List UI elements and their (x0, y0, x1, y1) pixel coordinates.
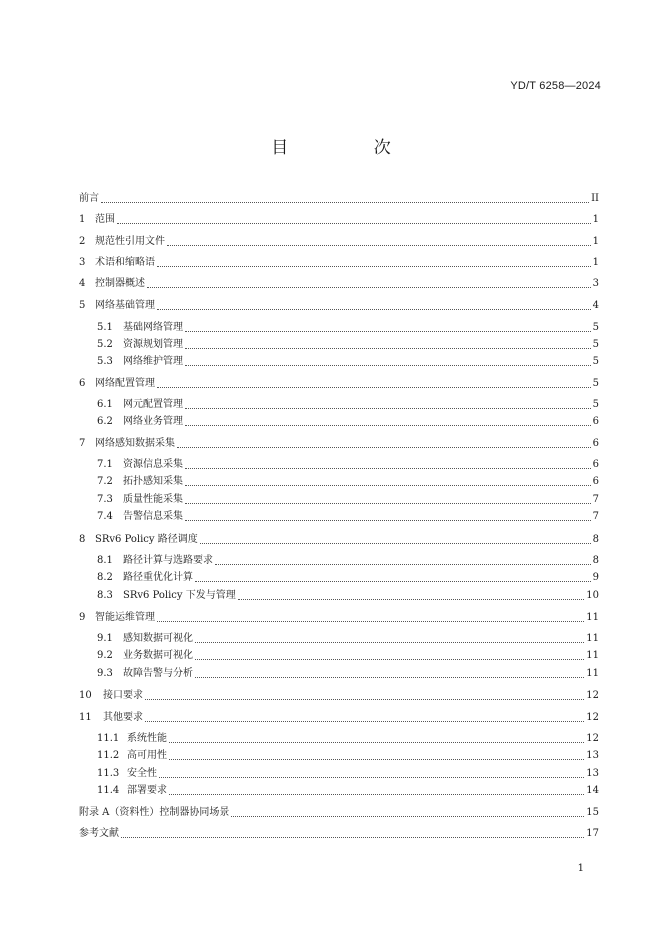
toc-leader-dots (169, 741, 584, 743)
toc-entry[interactable] (97, 353, 599, 369)
toc-leader-dots (157, 265, 591, 267)
toc-entry-title: 网络基础管理 (95, 300, 155, 311)
toc-entry-number: 11 (79, 712, 92, 723)
toc-leader-dots (145, 698, 584, 700)
toc-entry-title: 部署要求 (127, 785, 167, 796)
toc-entry-number: 7.3 (97, 494, 113, 505)
toc-entry-title: 智能运维管理 (95, 612, 155, 623)
toc-leader-dots (238, 598, 585, 600)
toc-entry[interactable] (97, 630, 599, 646)
toc-leader-dots (195, 641, 584, 643)
toc-entry-page: 5 (592, 356, 599, 367)
toc-entry[interactable] (97, 319, 599, 335)
toc-entry-number: 5.1 (97, 322, 113, 333)
toc-entry-page: 5 (592, 339, 599, 350)
toc-entry-number: 2 (79, 236, 86, 247)
toc-entry-number: 9 (79, 612, 86, 623)
toc-entry-page: 4 (592, 300, 599, 311)
toc-entry-page: 15 (586, 807, 599, 818)
toc-entry-page: 6 (592, 438, 599, 449)
toc-entry-page: 1 (592, 214, 599, 225)
toc-entry[interactable] (79, 375, 599, 391)
toc-entry-page: 9 (592, 572, 599, 583)
toc-entry-page: 11 (586, 633, 599, 644)
toc-entry-number: 6.1 (97, 399, 113, 410)
toc-leader-dots (195, 658, 584, 660)
toc-entry[interactable] (97, 730, 599, 746)
toc-leader-dots (215, 563, 591, 565)
toc-entry-number: 6.2 (97, 416, 113, 427)
toc-leader-dots (185, 502, 591, 504)
toc-entry-title: 网络业务管理 (123, 416, 183, 427)
toc-entry-number: 10 (79, 690, 92, 701)
toc-entry-title: 网络维护管理 (123, 356, 183, 367)
toc-entry-number: 8.2 (97, 572, 113, 583)
toc-entry[interactable] (97, 782, 599, 798)
toc-entry-number: 11.4 (97, 785, 120, 796)
toc-entry-title: 网络配置管理 (95, 378, 155, 389)
toc-entry-title: 业务数据可视化 (123, 650, 193, 661)
toc-entry-page: 17 (586, 828, 599, 839)
toc-entry-page: 11 (586, 668, 599, 679)
toc-entry[interactable] (79, 435, 599, 451)
toc-entry[interactable] (79, 297, 599, 313)
toc-entry-page: 11 (586, 612, 599, 623)
toc-entry-number: 7.2 (97, 476, 113, 487)
toc-entry-page: 3 (592, 278, 599, 289)
toc-entry[interactable] (97, 413, 599, 429)
toc-entry-number: 11.1 (97, 733, 120, 744)
toc-entry-number: 9.2 (97, 650, 113, 661)
toc-entry-title: 质量性能采集 (123, 494, 183, 505)
toc-entry-page: 6 (592, 459, 599, 470)
toc-leader-dots (167, 244, 591, 246)
toc-entry-title: SRv6 Policy 下发与管理 (123, 590, 236, 601)
toc-entry-number: 7.4 (97, 511, 113, 522)
toc-leader-dots (147, 286, 591, 288)
toc-entry-page: 7 (592, 494, 599, 505)
toc-leader-dots (177, 446, 591, 448)
toc-entry-title: 感知数据可视化 (123, 633, 193, 644)
toc-entry[interactable] (79, 709, 599, 725)
toc-entry[interactable] (79, 609, 599, 625)
toc-entry-number: 9.3 (97, 668, 113, 679)
toc-entry[interactable] (97, 552, 599, 568)
toc-entry-page: 10 (586, 590, 599, 601)
toc-leader-dots (185, 330, 591, 332)
toc-entry-title: 拓扑感知采集 (123, 476, 183, 487)
toc-entry-title: 安全性 (127, 768, 157, 779)
toc-entry-page: 13 (586, 750, 599, 761)
toc-entry-number: 5 (79, 300, 86, 311)
toc-entry-title: 控制器概述 (95, 278, 145, 289)
toc-entry-page: 12 (586, 690, 599, 701)
toc-leader-dots (195, 580, 591, 582)
toc-entry[interactable] (97, 569, 599, 585)
toc-entry[interactable] (79, 190, 599, 206)
toc-entry-number: 9.1 (97, 633, 113, 644)
toc-leader-dots (159, 776, 584, 778)
toc-entry-page: 6 (592, 416, 599, 427)
toc-entry-page: 1 (592, 236, 599, 247)
toc-entry-title: SRv6 Policy 路径调度 (95, 534, 198, 545)
toc-entry[interactable] (79, 531, 599, 547)
toc-entry-title: 前言 (79, 193, 99, 204)
toc-leader-dots (185, 519, 591, 521)
toc-entry-number: 1 (79, 214, 86, 225)
toc-entry[interactable] (97, 665, 599, 681)
toc-entry-number: 8.3 (97, 590, 113, 601)
toc-entry-title: 资源规划管理 (123, 339, 183, 350)
toc-entry-page: 7 (592, 511, 599, 522)
toc-entry-page: 12 (586, 733, 599, 744)
toc-entry-title: 网元配置管理 (123, 399, 183, 410)
toc-entry-page: 5 (592, 322, 599, 333)
toc-entry-title: 路径计算与选路要求 (123, 555, 213, 566)
page-title: 目 次 (271, 138, 431, 158)
toc-entry[interactable] (97, 747, 599, 763)
toc-entry-number: 3 (79, 257, 86, 268)
toc-entry[interactable] (79, 254, 599, 270)
toc-entry-page: 13 (586, 768, 599, 779)
toc-leader-dots (185, 484, 591, 486)
toc-leader-dots (185, 467, 591, 469)
toc-entry[interactable] (79, 687, 599, 703)
toc-leader-dots (185, 424, 591, 426)
toc-entry-title: 告警信息采集 (123, 511, 183, 522)
toc-leader-dots (185, 407, 591, 409)
toc-entry-page: 11 (586, 650, 599, 661)
toc-entry-number: 6 (79, 378, 86, 389)
toc-entry[interactable] (97, 491, 599, 507)
toc-entry-number: 7.1 (97, 459, 113, 470)
toc-leader-dots (185, 347, 591, 349)
toc-entry[interactable] (97, 336, 599, 352)
toc-entry-page: 6 (592, 476, 599, 487)
toc-leader-dots (117, 222, 591, 224)
toc-entry-number: 5.2 (97, 339, 113, 350)
toc-leader-dots (169, 758, 584, 760)
toc-entry-title: 基础网络管理 (123, 322, 183, 333)
toc-entry[interactable] (79, 275, 599, 291)
toc-entry-number: 5.3 (97, 356, 113, 367)
toc-entry[interactable] (79, 233, 599, 249)
toc-entry-title: 故障告警与分析 (123, 668, 193, 679)
toc-entry-page: 8 (592, 555, 599, 566)
toc-entry-number: 11.2 (97, 750, 120, 761)
toc-entry-title: 资源信息采集 (123, 459, 183, 470)
toc-leader-dots (200, 542, 591, 544)
toc-leader-dots (157, 620, 584, 622)
toc-entry-title: 路径重优化计算 (123, 572, 193, 583)
toc-entry-title: 术语和缩略语 (95, 257, 155, 268)
toc-entry[interactable] (79, 825, 599, 841)
toc-entry-page: 5 (592, 399, 599, 410)
toc-entry-number: 7 (79, 438, 86, 449)
toc-entry-page: 5 (592, 378, 599, 389)
toc-entry-number: 11.3 (97, 768, 120, 779)
toc-leader-dots (145, 720, 584, 722)
toc-entry[interactable] (97, 456, 599, 472)
toc-entry-title: 高可用性 (127, 750, 167, 761)
toc-entry-page: 8 (592, 534, 599, 545)
toc-leader-dots (157, 386, 591, 388)
toc-leader-dots (231, 815, 584, 817)
document-code: YD/T 6258—2024 (510, 80, 601, 92)
toc-entry-title: 范围 (95, 214, 115, 225)
toc-leader-dots (185, 364, 591, 366)
toc-leader-dots (195, 676, 584, 678)
toc-entry-title: 网络感知数据采集 (95, 438, 175, 449)
toc-entry-page: 14 (586, 785, 599, 796)
toc-entry-title: 系统性能 (127, 733, 167, 744)
toc-leader-dots (101, 201, 589, 203)
toc-entry-page: 12 (586, 712, 599, 723)
toc-entry-title: 其他要求 (103, 712, 143, 723)
toc-leader-dots (157, 308, 591, 310)
toc-leader-dots (121, 836, 584, 838)
toc-entry-page: 1 (592, 257, 599, 268)
toc-leader-dots (169, 793, 584, 795)
toc-entry-number: 8.1 (97, 555, 113, 566)
toc-entry-title: 规范性引用文件 (95, 236, 165, 247)
toc-entry-title: 接口要求 (103, 690, 143, 701)
toc-entry-number: 4 (79, 278, 86, 289)
toc-entry[interactable] (79, 211, 599, 227)
page-number: 1 (577, 863, 584, 874)
toc-entry-page: II (591, 193, 599, 204)
toc-entry[interactable] (97, 765, 599, 781)
toc-entry[interactable] (97, 508, 599, 524)
toc-entry[interactable] (97, 587, 599, 603)
toc-entry[interactable] (97, 647, 599, 663)
toc-entry[interactable] (79, 804, 599, 820)
toc-entry[interactable] (97, 396, 599, 412)
toc-entry[interactable] (97, 473, 599, 489)
toc-entry-number: 8 (79, 534, 86, 545)
toc-entry-title: 参考文献 (79, 828, 119, 839)
toc-entry-title: 附录 A（资料性）控制器协同场景 (79, 807, 230, 818)
